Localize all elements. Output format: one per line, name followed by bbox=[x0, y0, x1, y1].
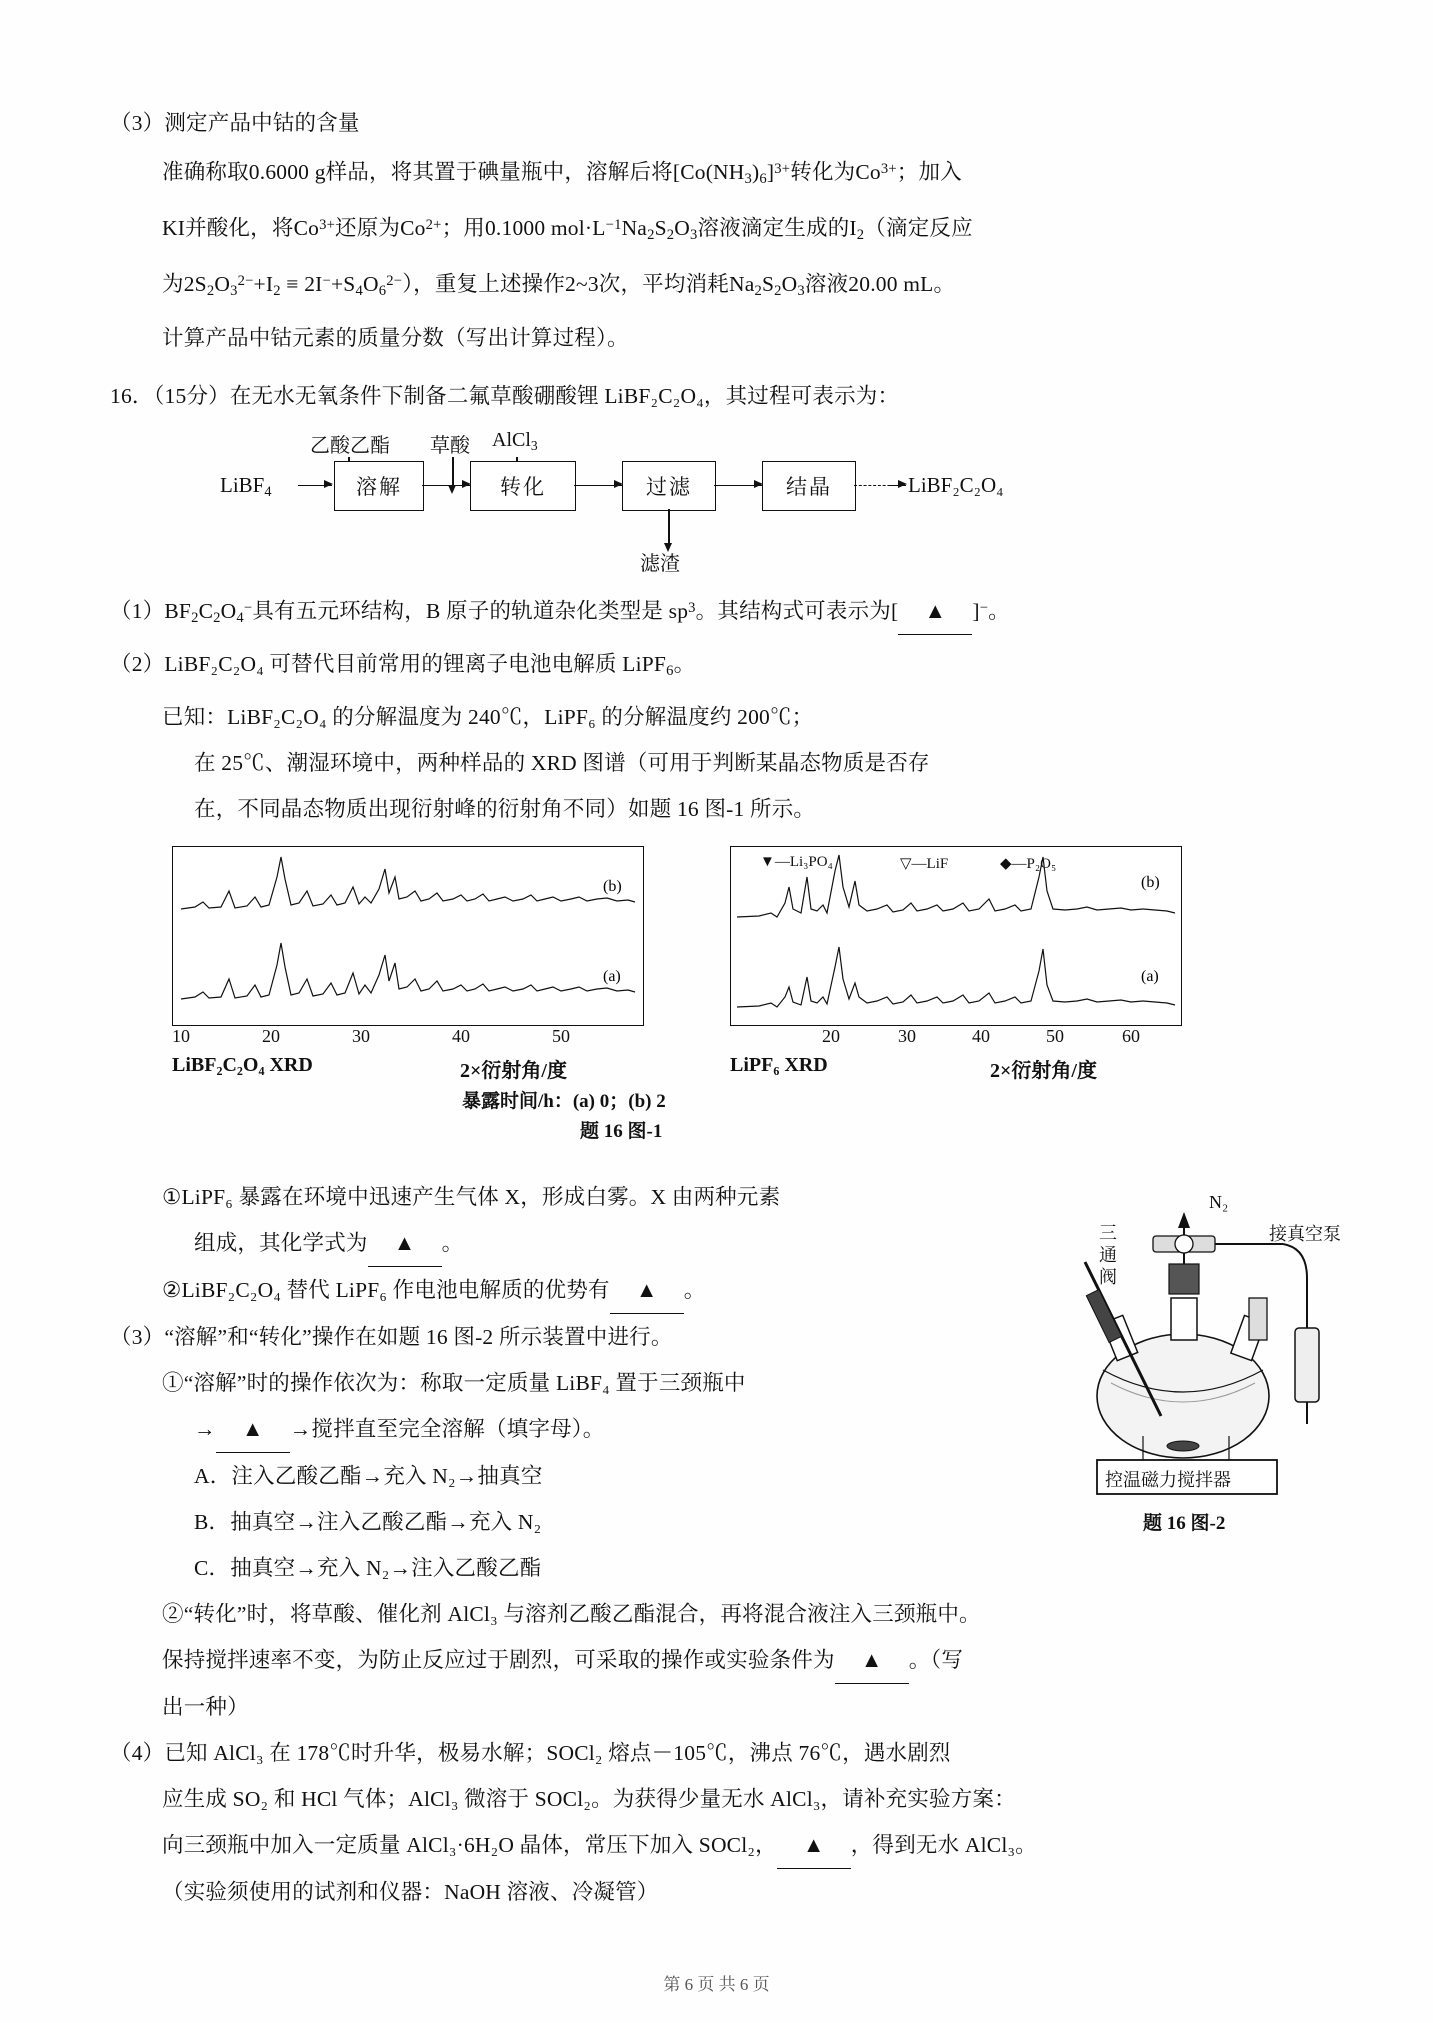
flow-arrow-down-2 bbox=[452, 457, 454, 485]
q16-stem: 16．（15分）在无水无氧条件下制备二氟草酸硼酸锂 LiBF₂C₂O₄，其过程可表示为： bbox=[110, 383, 900, 408]
flow-box-filter: 过滤 bbox=[622, 461, 716, 511]
answer-blank-4[interactable]: ▲ bbox=[216, 1406, 290, 1453]
q16-p2-known1: 已知：LiBF₂C₂O₄ 的分解温度为 240℃，LiPF₆ 的分解温度约 200℃； bbox=[162, 704, 814, 729]
q16-p3-head: （3）“溶解”和“转化”操作在如题 16 图-2 所示装置中进行。 bbox=[110, 1324, 673, 1349]
figure-16-1-title: 题 16 图-1 bbox=[580, 1120, 663, 1142]
page-content bbox=[110, 100, 1325, 1915]
q16-p3-i1: ①“溶解”时的操作依次为：称取一定质量 LiBF₄ 置于三颈瓶中 bbox=[162, 1370, 746, 1395]
xrd-right-legend-li3po4: ▼—Li₃PO₄ bbox=[760, 853, 833, 870]
xrd-right-tick-20: 20 bbox=[822, 1025, 840, 1046]
apparatus-label-stirrer: 控温磁力搅拌器 bbox=[1105, 1470, 1231, 1490]
q16-p3-i2-line2: 保持搅拌速率不变，为防止反应过于剧烈，可采取的操作或实验条件为 ▲ 。（写 bbox=[162, 1637, 1325, 1684]
q16-p3-i2-line3: 出一种） bbox=[162, 1694, 249, 1719]
answer-blank-6[interactable]: ▲ bbox=[777, 1822, 851, 1869]
xrd-right-legend-p2o5: ◆—P₂O₅ bbox=[1000, 855, 1057, 872]
xrd-right-tick-50: 50 bbox=[1046, 1025, 1064, 1046]
q16-p2-known3: 在，不同晶态物质出现衍射峰的衍射角不同）如题 16 图-1 所示。 bbox=[194, 796, 816, 821]
xrd-right-tick-30: 30 bbox=[898, 1025, 916, 1046]
xrd-left-caption: LiBF₂C₂O₄ XRD bbox=[172, 1053, 313, 1076]
q16-p2-known2: 在 25℃、潮湿环境中，两种样品的 XRD 图谱（可用于判断某晶态物质是否存 bbox=[194, 750, 930, 775]
xrd-right-svg bbox=[731, 847, 1181, 1025]
flow-box-dissolve: 溶解 bbox=[334, 461, 424, 511]
xrd-right-legend-lif: ▽—LiF bbox=[900, 855, 949, 872]
xrd-left-tick-40: 40 bbox=[452, 1025, 470, 1046]
flow-label-oxalic-acid: 草酸 bbox=[430, 434, 470, 457]
flow-arrow-2 bbox=[574, 485, 622, 487]
answer-blank-5[interactable]: ▲ bbox=[835, 1637, 909, 1684]
page-footer: 第 6 页 共 6 页 bbox=[663, 1975, 770, 1994]
xrd-left-tick-10: 10 bbox=[172, 1025, 190, 1046]
q16-sub1-line3: ②LiBF₂C₂O₄ 替代 LiPF₆ 作电池电解质的优势有 ▲ 。 bbox=[162, 1267, 1325, 1314]
q16-p4-line4: （实验须使用的试剂和仪器：NaOH 溶液、冷凝管） bbox=[162, 1879, 659, 1904]
flow-arrow-3 bbox=[714, 485, 762, 487]
svg-text:(b): (b) bbox=[1141, 873, 1160, 891]
flow-arrow-in bbox=[298, 485, 332, 487]
xrd-plot-left bbox=[172, 846, 644, 1026]
xrd-exposure-note: 暴露时间/h：(a) 0；(b) 2 bbox=[462, 1090, 666, 1112]
xrd-right-tick-60: 60 bbox=[1122, 1025, 1140, 1046]
xrd-right-tick-40: 40 bbox=[972, 1025, 990, 1046]
q15-line3: 为$2S_2O_3^{2-}+I_2 \equiv 2I^-+S_4O_6^{2-}$），重复上述操作2~3次，平均消耗$Na_2S_2O_3$溶液20.00 mL。 bbox=[162, 272, 956, 300]
xrd-left-tick-20: 20 bbox=[262, 1025, 280, 1046]
figure-16-2 bbox=[1033, 1178, 1363, 1558]
apparatus-label-vacuum-pump: 接真空泵 bbox=[1269, 1224, 1341, 1244]
flow-arrow-out bbox=[890, 485, 906, 487]
xrd-left-tick-50: 50 bbox=[552, 1025, 570, 1046]
answer-blank-2[interactable]: ▲ bbox=[368, 1220, 442, 1267]
xrd-left-svg bbox=[173, 847, 643, 1025]
svg-text:(b): (b) bbox=[603, 877, 622, 895]
q16-p3-i1b: → ▲ →搅拌直至完全溶解（填字母）。 bbox=[194, 1406, 1325, 1453]
q15-line1: 准确称取0.6000 g样品，将其置于碘量瓶中，溶解后将$[Co(NH_3)_6]^{3+}$转化为$Co^{3+}$；加入 bbox=[162, 160, 962, 188]
flow-output: LiBF₂C₂O₄ bbox=[908, 472, 1004, 497]
flow-box-crystallize: 结晶 bbox=[762, 461, 856, 511]
q16-p4-line3: 向三颈瓶中加入一定质量 AlCl₃·6H₂O 晶体，常压下加入 SOCl₂， ▲ ，得到无水 AlCl₃。 bbox=[162, 1822, 1325, 1869]
svg-text:(a): (a) bbox=[1141, 967, 1159, 985]
q16-p3-option-c: C．抽真空→充入 N₂→注入乙酸乙酯 bbox=[194, 1555, 542, 1580]
q16-sub1-line2: 组成，其化学式为 ▲ 。 bbox=[194, 1220, 1325, 1267]
flow-label-ethyl-acetate: 乙酸乙酯 bbox=[310, 434, 390, 457]
answer-blank-3[interactable]: ▲ bbox=[610, 1267, 684, 1314]
q16-p2: （2）LiBF₂C₂O₄ 可替代目前常用的锂离子电池电解质 LiPF$_6$。 bbox=[110, 651, 696, 679]
q16-sub1-line1: ①LiPF₆ 暴露在环境中迅速产生气体 X，形成白雾。X 由两种元素 bbox=[162, 1184, 781, 1209]
flow-label-alcl3: AlCl$_3$ bbox=[492, 428, 538, 453]
answer-blank-1[interactable]: ▲ bbox=[898, 588, 972, 635]
svg-text:(a): (a) bbox=[603, 967, 621, 985]
q16-p3-option-b: B．抽真空→注入乙酸乙酯→充入 N₂ bbox=[194, 1509, 542, 1534]
xrd-right-xaxis-label: 2×衍射角/度 bbox=[990, 1059, 1097, 1082]
flow-input-libf4: LiBF$_4$ bbox=[220, 472, 272, 500]
q16-p3-i2-line1: ②“转化”时，将草酸、催化剂 AlCl₃ 与溶剂乙酸乙酯混合，再将混合液注入三颈瓶中。 bbox=[162, 1601, 981, 1626]
xrd-left-xaxis-label: 2×衍射角/度 bbox=[460, 1059, 567, 1082]
q16-p1: $(1)BF_2C_2O_4^-$具有五元环结构，B 原子的轨道杂化类型是 $sp^3$。其结构式可表示为[ ▲ ]−。 bbox=[110, 585, 1325, 641]
figure-16-2-title: 题 16 图-2 bbox=[1143, 1513, 1226, 1534]
flow-label-residue: 滤渣 bbox=[640, 552, 680, 575]
q16-p3-option-a: A．注入乙酸乙酯→充入 N₂→抽真空 bbox=[194, 1463, 543, 1488]
flow-diagram bbox=[220, 428, 1130, 579]
q16-p4-line1: （4）已知 AlCl₃ 在 178℃时升华，极易水解；SOCl₂ 熔点－105℃，沸点 76℃，遇水剧烈 bbox=[110, 1740, 951, 1765]
q15-part3-title: （3）测定产品中钴的含量 bbox=[110, 111, 360, 135]
flow-box-convert: 转化 bbox=[470, 461, 576, 511]
flow-arrow-1 bbox=[422, 485, 470, 487]
figure-16-1 bbox=[110, 846, 1325, 1146]
xrd-left-tick-30: 30 bbox=[352, 1025, 370, 1046]
q15-line2: KI并酸化，将$Co^{3+}$还原为$Co^{2+}$；用0.1000 $mol\cdot L^{-1}Na_2S_2O_3$溶液滴定生成的$I_2$（滴定反应 bbox=[162, 216, 973, 244]
xrd-plot-right bbox=[730, 846, 1182, 1026]
xrd-right-caption: LiPF₆ XRD bbox=[730, 1053, 828, 1076]
apparatus-label-n2: N₂ bbox=[1209, 1192, 1229, 1212]
apparatus-label-three-way-valve: 三通阀 bbox=[1099, 1223, 1117, 1287]
q15-line4: 计算产品中钴元素的质量分数（写出计算过程）。 bbox=[162, 325, 629, 350]
flow-arrow-down-residue bbox=[668, 509, 670, 543]
q16-p4-line2: 应生成 SO₂ 和 HCl 气体；AlCl₃ 微溶于 SOCl₂。为获得少量无水 AlCl₃，请补充实验方案： bbox=[162, 1786, 1016, 1811]
